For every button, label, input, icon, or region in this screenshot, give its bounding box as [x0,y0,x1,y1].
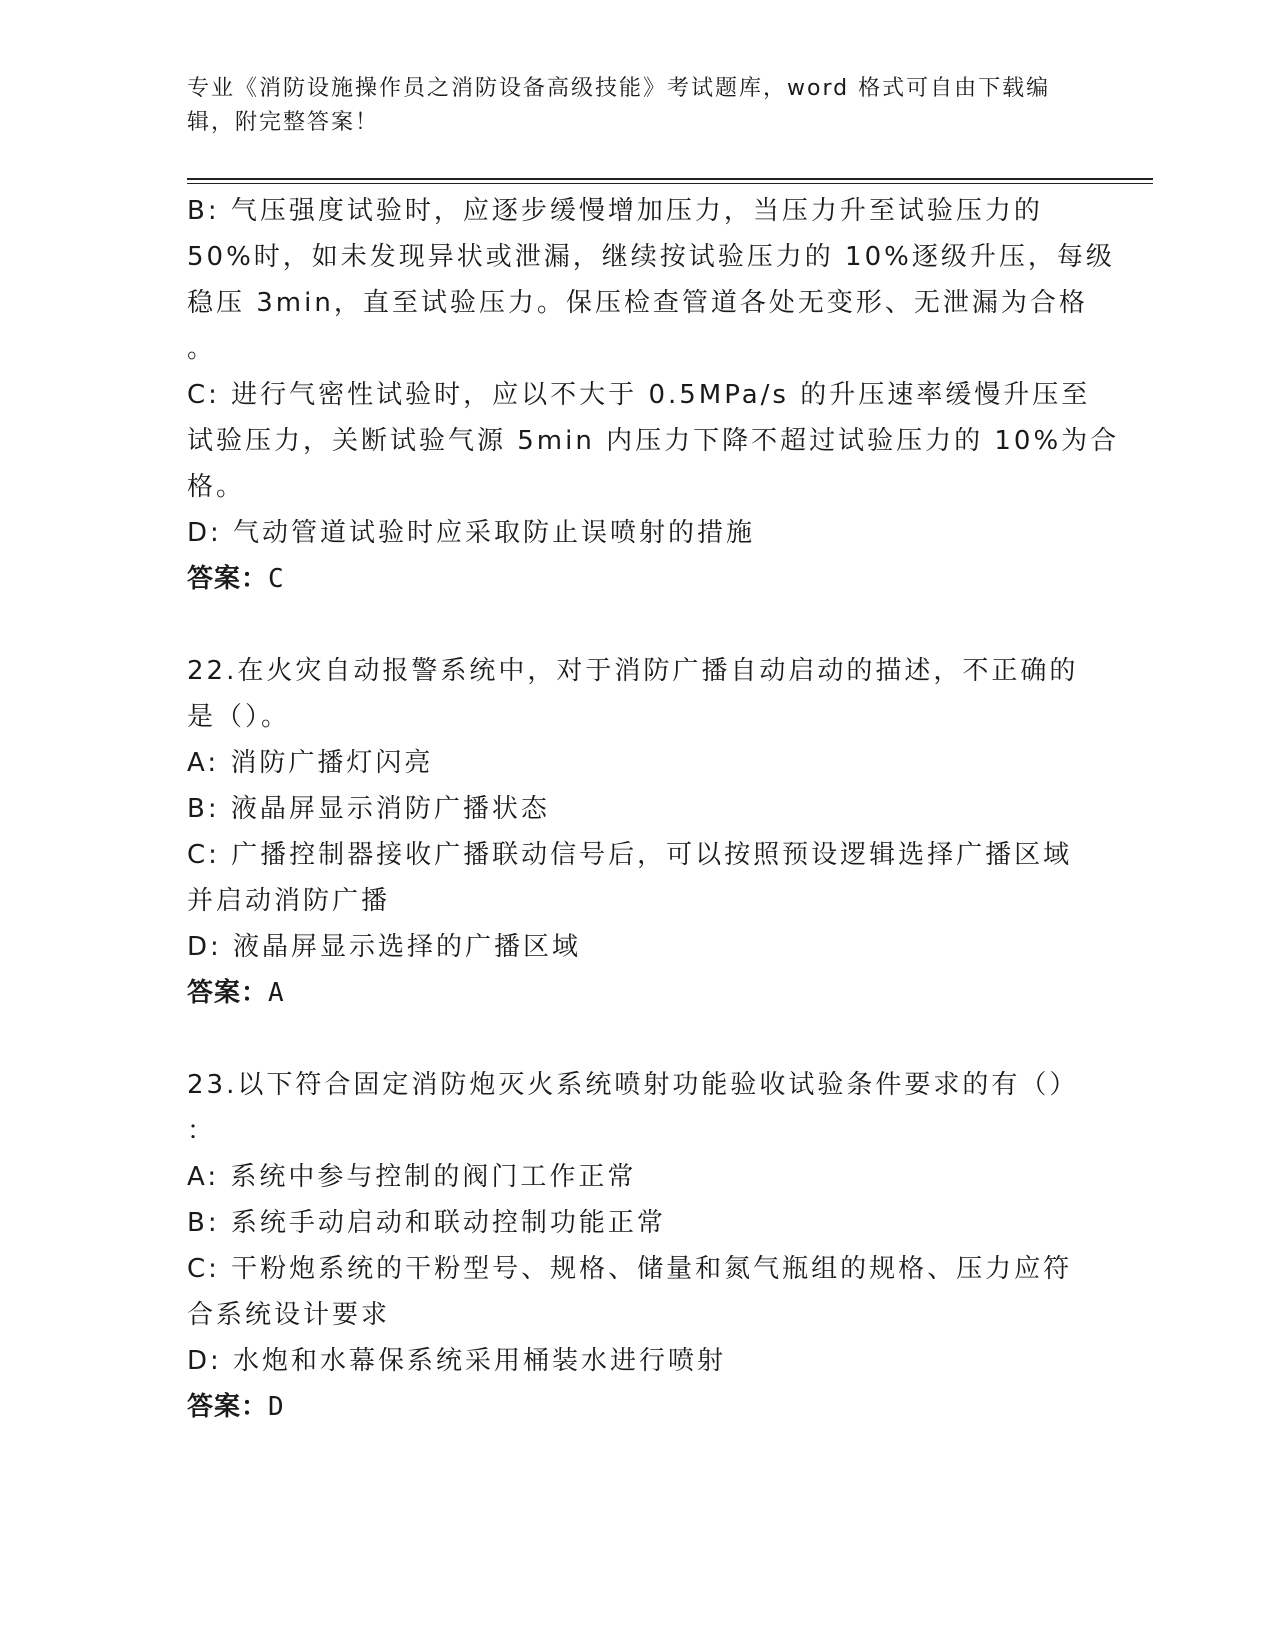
question-stem-line: ： [187,1116,217,1146]
option-b: B: 液晶屏显示消防广播状态 [187,794,550,824]
option-c [187,832,1072,924]
spacer [187,602,1072,648]
answer-value: A [268,978,285,1008]
question-stem-line: 是（）。 [187,702,291,732]
option-d: D: 水炮和水幕保系统采用桶装水进行喷射 [187,1346,727,1376]
header-divider-thick [187,178,1153,180]
question-23 [187,1062,1079,1430]
answer-label: 答案： [187,1392,269,1422]
answer [187,970,1072,1016]
prev-question [187,188,1120,602]
header-line-2: 辑，附完整答案！ [187,110,380,135]
option-c [187,372,1120,510]
option-c-line: 格。 [187,472,246,502]
answer [187,556,1072,602]
document-header [187,72,1067,140]
header-line-1: 专业《消防设施操作员之消防设备高级技能》考试题库，word 格式可自由下载编 [187,76,1051,101]
option-b-line: B: 气压强度试验时，应逐步缓慢增加压力，当压力升至试验压力的 [187,196,1043,226]
question-stem-line: 22.在火灾自动报警系统中，对于消防广播自动启动的描述，不正确的 [187,656,1079,686]
spacer [187,1016,1072,1062]
option-c [187,1246,1072,1338]
question-content [187,188,1120,1430]
option-d [187,510,1072,556]
option-b-line: 稳压 3min，直至试验压力。保压检查管道各处无变形、无泄漏为合格 [187,288,1088,318]
option-c-line: C: 进行气密性试验时，应以不大于 0.5MPa/s 的升压速率缓慢升压至 [187,380,1091,410]
answer-label: 答案： [187,564,269,594]
option-b-line: 。 [187,334,217,364]
option-d: D: 液晶屏显示选择的广播区域 [187,932,582,962]
question-22 [187,648,1079,1016]
option-c-line: C: 广播控制器接收广播联动信号后，可以按照预设逻辑选择广播区域 [187,840,1073,870]
option-c-line: C: 干粉炮系统的干粉型号、规格、储量和氮气瓶组的规格、压力应符 [187,1254,1073,1284]
option-b: B: 系统手动启动和联动控制功能正常 [187,1208,666,1238]
question-stem-line: 23.以下符合固定消防炮灭火系统喷射功能验收试验条件要求的有（） [187,1070,1079,1100]
answer-value: D [268,1392,285,1422]
option-c-line: 合系统设计要求 [187,1300,391,1330]
option-b-line: 50%时，如未发现异状或泄漏，继续按试验压力的 10%逐级升压，每级 [187,242,1115,272]
header-divider-thin [187,183,1153,184]
answer-value: C [268,564,285,594]
answer [187,1384,1072,1430]
option-b [187,188,1115,372]
option-d-line: D: 气动管道试验时应采取防止误喷射的措施 [187,518,756,548]
option-a: A: 消防广播灯闪亮 [187,748,434,778]
answer-label: 答案： [187,978,269,1008]
option-c-line: 并启动消防广播 [187,886,391,916]
option-a: A: 系统中参与控制的阀门工作正常 [187,1162,637,1192]
option-c-line: 试验压力，关断试验气源 5min 内压力下降不超过试验压力的 10%为合 [187,426,1120,456]
